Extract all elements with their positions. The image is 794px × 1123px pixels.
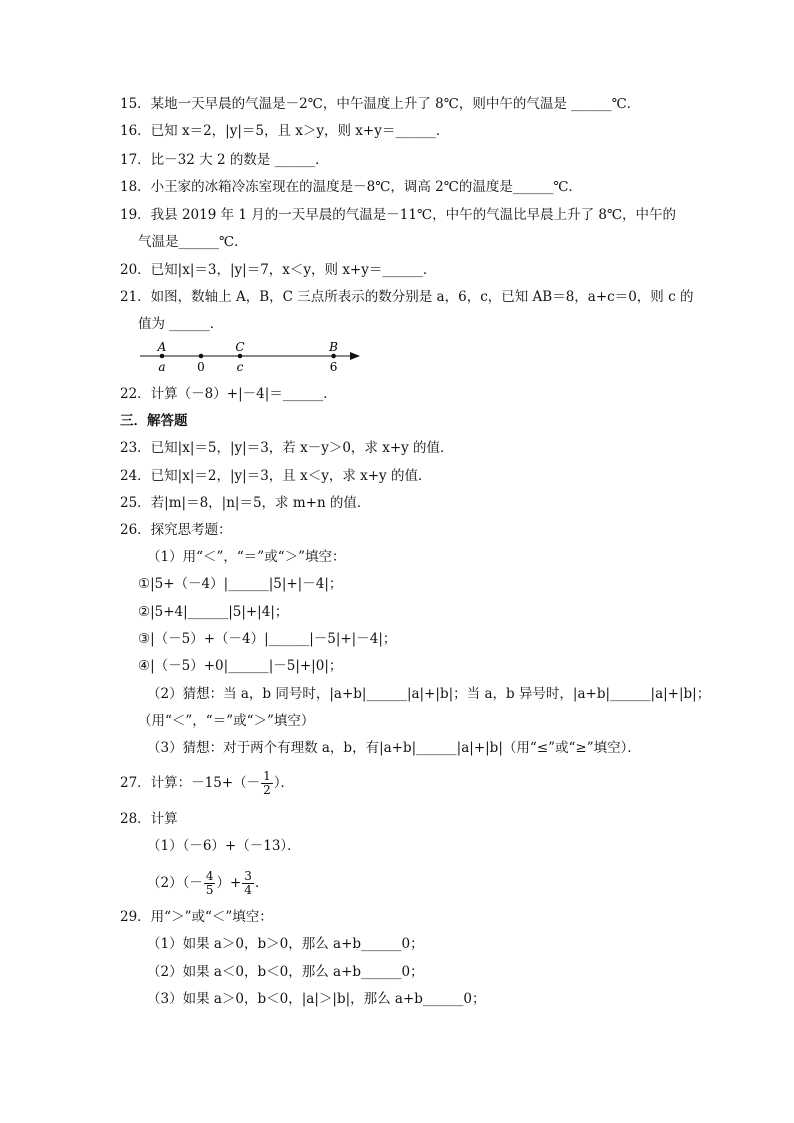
q28-2-after: ． <box>254 875 269 891</box>
q28-2-denominator-1: 5 <box>205 883 214 897</box>
question-line: ④|（－5）+0|______|－5|+|0|； <box>138 658 343 674</box>
number-line-figure <box>140 340 370 376</box>
number-line-point-name: C <box>235 340 245 354</box>
number-line-points <box>157 340 339 374</box>
number-line-point-value: 0 <box>197 360 205 374</box>
q27-after: ）． <box>273 775 295 791</box>
number-line-point-value: a <box>158 360 166 374</box>
question-line: 值为 ______． <box>138 316 224 332</box>
number-line-dot <box>238 354 243 359</box>
question-line: （用“＜”，“＝”或“＞”填空） <box>138 713 315 729</box>
q27-before: 27．计算：－15+（－ <box>120 775 261 791</box>
number-line-dot <box>160 354 165 359</box>
q28-2-fraction-1 <box>204 870 216 897</box>
number-line-dot <box>331 354 336 359</box>
question-line: 21．如图，数轴上 A，B，C 三点所表示的数分别是 a，6，c，已知 AB＝8，a+c＝0，则 c 的 <box>120 289 694 305</box>
question-28-part-2 <box>0 870 794 897</box>
question-line: ②|5+4|______|5|+|4|； <box>138 604 289 620</box>
question-line: （1）如果 a＞0，b＞0，那么 a+b______0； <box>147 936 424 952</box>
question-line: 16．已知 x＝2，|y|＝5，且 x＞y，则 x+y＝______． <box>120 123 450 139</box>
question-line: 15．某地一天早晨的气温是－2℃，中午温度上升了 8℃，则中午的气温是 ______℃． <box>120 96 641 112</box>
number-line-dot <box>199 354 204 359</box>
q28-2-before: （2）（－ <box>147 875 203 891</box>
question-line: 气温是______℃． <box>138 234 248 250</box>
question-line: 20．已知|x|＝3，|y|＝7，x＜y，则 x+y＝______． <box>120 262 437 278</box>
question-line: 28．计算 <box>120 811 178 827</box>
q28-2-denominator-2: 4 <box>244 883 252 897</box>
number-line-point-name: B <box>329 340 339 354</box>
q28-2-fraction-2 <box>242 870 254 897</box>
question-line: 17．比－32 大 2 的数是 ______． <box>120 152 329 168</box>
number-line-arrow-icon <box>350 352 360 360</box>
question-line: ③|（－5）+（－4）|______|－5|+|－4|； <box>138 631 397 647</box>
question-line: 三．解答题 <box>120 413 188 429</box>
question-line: 25．若|m|＝8，|n|＝5，求 m+n 的值． <box>120 495 371 511</box>
q27-denominator: 2 <box>263 783 271 797</box>
number-line-point-value: c <box>236 360 244 374</box>
question-line: 19．我县 2019 年 1 月的一天早晨的气温是－11℃，中午的气温比早晨上升了 8℃，中午的 <box>120 207 677 223</box>
question-line: ①|5+（－4）|______|5|+|－4|； <box>138 576 343 592</box>
question-27 <box>0 770 794 797</box>
question-line: （3）猜想：对于两个有理数 a，b，有|a+b|______|a|+|b|（用“≤”或“≥”填空）． <box>147 740 641 756</box>
question-line: 22．计算（－8）+|－4|＝______． <box>120 386 337 402</box>
question-line: 23．已知|x|＝5，|y|＝3，若 x－y＞0，求 x+y 的值． <box>120 440 454 456</box>
question-line: （2）猜想：当 a，b 同号时，|a+b|______|a|+|b|；当 a，b 异号时，|a+b|______|a|+|b|； <box>147 686 711 702</box>
number-line-point-name: A <box>157 340 167 354</box>
question-line: 24．已知|x|＝2，|y|＝3，且 x＜y，求 x+y 的值． <box>120 468 432 484</box>
question-line: 26．探究思考题： <box>120 522 232 538</box>
q28-2-numerator-1: 4 <box>205 869 214 883</box>
q27-fraction <box>261 770 273 797</box>
q28-2-mid: ）+ <box>216 875 242 891</box>
question-line: （3）如果 a＞0，b＜0，|a|＞|b|，那么 a+b______0； <box>147 991 486 1007</box>
question-line: （2）如果 a＜0，b＜0，那么 a+b______0； <box>147 964 424 980</box>
question-line: （1）（－6）+（－13）． <box>147 838 301 854</box>
question-line: （1）用“＜”，“＝”或“＞”填空： <box>147 549 346 565</box>
q28-2-numerator-2: 3 <box>244 869 252 883</box>
q27-numerator: 1 <box>263 769 271 783</box>
question-line: 29．用“＞”或“＜”填空： <box>120 909 273 925</box>
number-line-point-value: 6 <box>329 360 338 374</box>
question-line: 18．小王家的冰箱冷冻室现在的温度是－8℃，调高 2℃的温度是______℃． <box>120 179 582 195</box>
